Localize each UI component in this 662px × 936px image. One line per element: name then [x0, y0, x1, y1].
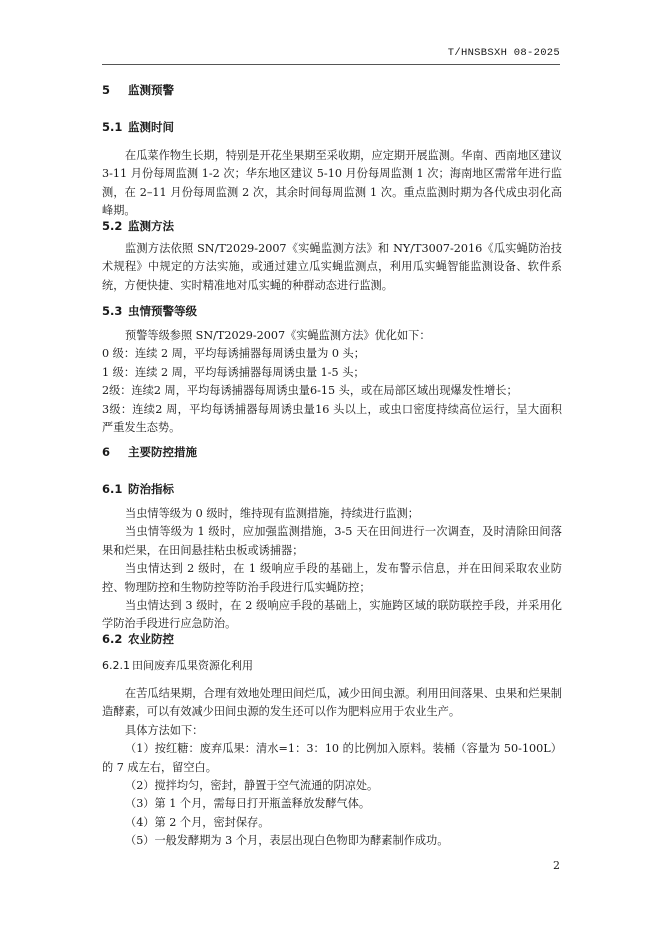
- threshold-item: 当虫情等级为 0 级时，维持现有监测措施，持续进行监测；: [125, 507, 419, 520]
- method-step: （4）第 2 个月，密封保存。: [125, 815, 270, 829]
- section-5-2-heading: [102, 218, 174, 234]
- warning-level-3: 3级：连续2 周，平均每诱捕器每周诱虫量16 头以上，或虫口密度持续高位运行，呈大面积严重发生态势。: [102, 402, 562, 435]
- threshold-item: 当虫情达到 2 级时，在 1 级响应手段的基础上，发布警示信息，并在田间采取农业防控、物理防控和生物防控等防治手段进行瓜实蝇防控；: [102, 562, 562, 594]
- section-5-2-paragraph: 监测方法依照 SN/T2029-2007《实蝇监测方法》和 NY/T3007-2016《瓜实蝇防治技术规程》中规定的方法实施，或通过建立瓜实蝇监测点，利用瓜实蝇智能监测设备、软件系统，方便快捷、实时精准地对瓜实蝇的种群动态进行监测。: [102, 242, 562, 292]
- page-number: 2: [553, 859, 560, 872]
- threshold-item: 当虫情达到 3 级时，在 2 级响应手段的基础上，实施跨区域的联防联控手段，并采用化学防治手段进行应急防治。: [102, 599, 562, 631]
- section-5-heading: [102, 82, 174, 98]
- section-5-3-heading: [102, 303, 197, 319]
- method-intro: 具体方法如下：: [125, 723, 204, 737]
- threshold-item: 当虫情等级为 1 级时，应加强监测措施，3-5 天在田间进行一次调查，及时清除田间落果和烂果，在田间悬挂粘虫板或诱捕器；: [102, 525, 562, 557]
- section-6-1-heading: [102, 481, 174, 497]
- section-5-1-heading: [102, 119, 174, 135]
- control-thresholds-block: [102, 505, 562, 634]
- method-step: （5）一般发酵期为 3 个月，表层出现白色物即为酵素制作成功。: [125, 834, 449, 848]
- section-title: 监测方法: [128, 219, 174, 233]
- warning-levels-block: [102, 327, 562, 437]
- document-code: T/HNSBSXH 08-2025: [447, 47, 560, 59]
- section-6-2-1-paragraph: 在苦瓜结果期，合理有效地处理田间烂瓜，减少田间虫源。利用田间落果、虫果和烂果制造酵素，可以有效减少田间虫源的发生还可以作为肥料应用于农业生产。: [102, 687, 562, 719]
- warning-level-0: 0 级：连续 2 周，平均每诱捕器每周诱虫量为 0 头；: [102, 347, 365, 361]
- warning-level-2: 2级：连续2 周，平均每诱捕器每周诱虫量6-15 头，或在局部区域出现爆发性增长；: [102, 384, 518, 398]
- warning-levels-intro: 预警等级参照 SN/T2029-2007《实蝇监测方法》优化如下：: [125, 329, 431, 342]
- section-6-2-heading: [102, 631, 174, 647]
- header-rule: [102, 64, 560, 65]
- section-6-2-1-heading: [102, 657, 253, 673]
- section-title: 监测预警: [128, 83, 174, 97]
- section-title: 监测时间: [128, 120, 174, 134]
- method-step: （2）搅拌均匀，密封，静置于空气流通的阴凉处。: [125, 779, 379, 793]
- section-title: 主要防控措施: [128, 445, 197, 459]
- section-number: 6.2.1: [102, 659, 130, 672]
- section-number: 6: [102, 445, 111, 459]
- section-title: 农业防控: [128, 632, 174, 646]
- method-step: （1）按红糖：废弃瓜果：清水=1：3：10 的比例加入原料。装桶（容量为 50-100L）的 7 成左右，留空白。: [102, 742, 562, 774]
- section-title: 田间废弃瓜果资源化利用: [132, 659, 253, 672]
- section-number: 5.3: [102, 304, 123, 318]
- method-step: （3）第 1 个月，需每日打开瓶盖释放发酵气体。: [125, 797, 371, 811]
- section-number: 6.1: [102, 482, 123, 496]
- section-5-1-paragraph: 在瓜菜作物生长期，特别是开花坐果期至采收期，应定期开展监测。华南、西南地区建议 3-11 月份每周监测 1-2 次；华东地区建议 5-10 月份每周监测 1 次；海南地区需常年进行监测，在 2–11 月份每周监测 2 次，其余时间每周监测 1 次。重点监测时期为各代成虫羽化高峰期。: [102, 149, 562, 218]
- warning-level-1: 1 级：连续 2 周，平均每诱捕器每周诱虫量 1-5 头；: [102, 365, 365, 379]
- section-6-heading: [102, 444, 197, 460]
- section-number: 6.2: [102, 632, 123, 646]
- section-number: 5.2: [102, 219, 123, 233]
- section-title: 防治指标: [128, 482, 174, 496]
- section-6-2-1-body: [102, 685, 562, 851]
- section-title: 虫情预警等级: [128, 304, 197, 318]
- section-number: 5.1: [102, 120, 123, 134]
- section-number: 5: [102, 83, 111, 97]
